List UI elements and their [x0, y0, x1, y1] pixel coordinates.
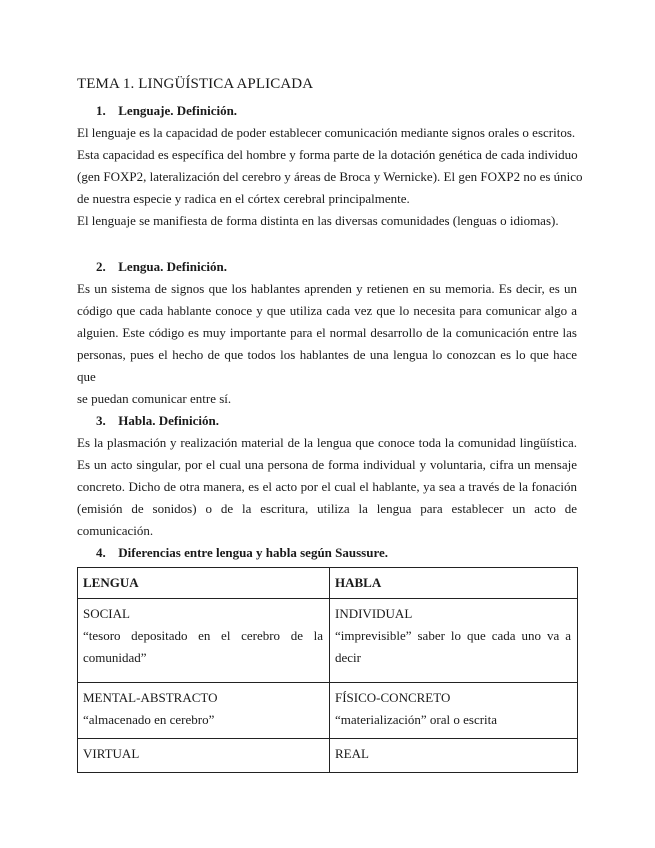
- paragraph-line: (gen FOXP2, lateralización del cerebro y áreas de Broca y Wernicke). El gen FOXP2 no es único: [77, 169, 583, 184]
- paragraph-line: concreto. Dicho de otra manera, es el acto por el cual el hablante, ya sea a través de la fonación: [77, 479, 577, 494]
- paragraph-lenguaje: [77, 122, 583, 232]
- cell-title: INDIVIDUAL: [335, 606, 413, 621]
- cell-title: REAL: [335, 746, 369, 761]
- table-header-row: [78, 568, 578, 599]
- paragraph-line: código que cada hablante conoce y que utiliza cada vez que lo necesita para comunicar algo a: [77, 303, 577, 318]
- paragraph-lengua: [77, 278, 577, 410]
- paragraph-habla: [77, 432, 577, 542]
- table-cell-habla: [330, 683, 578, 739]
- section-title: Diferencias entre lengua y habla según Saussure.: [118, 545, 389, 560]
- section-number: 3.: [96, 413, 106, 428]
- paragraph-line: se puedan comunicar entre sí.: [77, 391, 232, 406]
- section-title: Habla. Definición.: [118, 413, 220, 428]
- cell-description: “tesoro depositado en el cerebro de la comunidad”: [83, 628, 323, 665]
- column-header-lengua: LENGUA: [78, 568, 330, 599]
- paragraph-line: Esta capacidad es específica del hombre y forma parte de la dotación genética de cada individuo: [77, 147, 578, 162]
- cell-title: VIRTUAL: [83, 746, 140, 761]
- paragraph-line: (emisión de sonidos) o de la escritura, utiliza la lengua para establecer un acto de comunicación.: [77, 501, 577, 538]
- section-heading-habla: [96, 413, 219, 429]
- table-row: [78, 599, 578, 683]
- section-heading-lenguaje: [96, 103, 237, 119]
- section-number: 1.: [96, 103, 106, 118]
- document-title: TEMA 1. LINGÜÍSTICA APLICADA: [77, 76, 314, 92]
- table-row: [78, 683, 578, 739]
- table-cell-lengua: [78, 739, 330, 773]
- paragraph-line: Es un sistema de signos que los hablantes aprenden y retienen en su memoria. Es decir, es un: [77, 281, 577, 296]
- cell-description: “imprevisible” saber lo que cada uno va a decir: [335, 628, 571, 665]
- cell-title: MENTAL-ABSTRACTO: [83, 690, 218, 705]
- table-cell-habla: [330, 599, 578, 683]
- paragraph-line: El lenguaje es la capacidad de poder establecer comunicación mediante signos orales o escritos.: [77, 125, 576, 140]
- section-title: Lengua. Definición.: [118, 259, 227, 274]
- cell-description: “materialización” oral o escrita: [335, 712, 498, 727]
- section-heading-lengua: [96, 259, 227, 275]
- paragraph-line: alguien. Este código es muy importante para el normal desarrollo de la comunicación entre las: [77, 325, 577, 340]
- paragraph-line: El lenguaje se manifiesta de forma distinta en las diversas comunidades (lenguas o idiomas).: [77, 213, 559, 228]
- paragraph-line: Es la plasmación y realización material de la lengua que conoce toda la comunidad lingüística.: [77, 435, 577, 450]
- section-number: 4.: [96, 545, 106, 560]
- column-header-habla: HABLA: [330, 568, 578, 599]
- paragraph-line: Es un acto singular, por el cual una persona de forma individual y voluntaria, cifra un mensaje: [77, 457, 577, 472]
- table-cell-lengua: [78, 599, 330, 683]
- paragraph-line: personas, pues el hecho de que todos los hablantes de una lengua lo conozcan es lo que hace que: [77, 347, 577, 384]
- comparison-table: [77, 567, 578, 773]
- section-title: Lenguaje. Definición.: [118, 103, 238, 118]
- table-row: [78, 739, 578, 773]
- cell-description: “almacenado en cerebro”: [83, 712, 215, 727]
- table-cell-habla: [330, 739, 578, 773]
- section-number: 2.: [96, 259, 106, 274]
- table-cell-lengua: [78, 683, 330, 739]
- section-heading-diferencias: [96, 545, 388, 561]
- cell-title: SOCIAL: [83, 606, 130, 621]
- paragraph-line: de nuestra especie y radica en el córtex cerebral principalmente.: [77, 191, 410, 206]
- cell-title: FÍSICO-CONCRETO: [335, 690, 451, 705]
